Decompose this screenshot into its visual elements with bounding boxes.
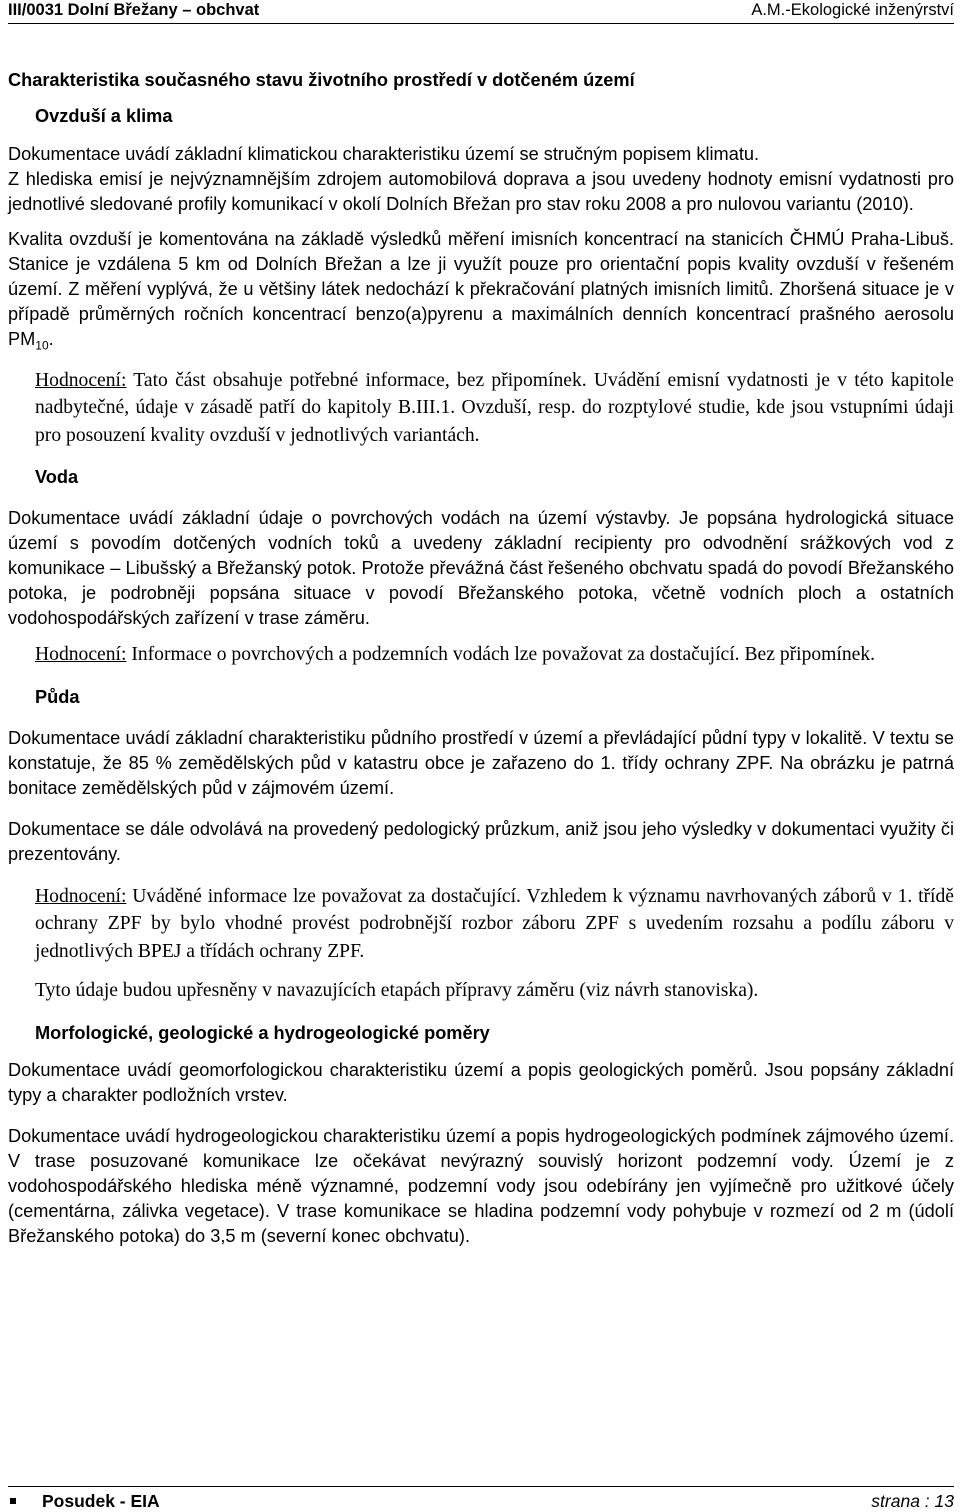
soil-paragraph-2: Dokumentace se dále odvolává na provedený pedologický průzkum, aniž jsou jeho výsledky v dokumentaci využity či prezentovány. [8, 818, 954, 864]
document-code: III/0031 Dolní Břežany – obchvat [8, 1, 260, 19]
soil-heading: Půda [35, 686, 80, 707]
evaluation-label: Hodnocení: [35, 369, 127, 391]
evaluation-label: Hodnocení: [35, 885, 127, 907]
evaluation-label: Hodnocení: [35, 644, 127, 666]
page-body [8, 58, 954, 1249]
company-name: A.M.-Ekologické inženýrství [751, 1, 954, 19]
water-evaluation: Hodnocení: Informace o povrchových a podzemních vodách lze považovat za dostačující. Bez připomínek. [35, 644, 876, 666]
header-divider [8, 23, 954, 24]
soil-paragraph-1: Dokumentace uvádí základní charakteristiku půdního prostředí v území a převládající půdní typy v lokalitě. V textu se konstatuje, že 85 % zemědělských půd v katastru obce je zařazeno do 1. třídy ochrany ZPF. Na obrázku je patrná bonitace zemědělských půd v zájmovém území. [8, 727, 954, 798]
section-title: Charakteristika současného stavu životního prostředí v dotčeném území [8, 70, 635, 90]
air-evaluation: Hodnocení: Tato část obsahuje potřebné informace, bez připomínek. Uvádění emisní vydatnosti je v této kapitole nadbytečné, údaje v zásadě patří do kapitoly B.III.1. Ovzduší, resp. do rozptylové studie, kde jsou vstupními údaji pro posouzení kvality ovzduší v jednotlivých variantách. [35, 369, 954, 446]
geo-paragraph-2: Dokumentace uvádí hydrogeologickou charakteristiku území a popis hydrogeologických podmínek zájmového území. V trase posuzované komunikace lze očekávat nevýrazný souvislý horizont podzemní vody. Území je z vodohospodářského hlediska méně významné, podzemní vody jsou odebírány jen vyjímečně pro užitkové účely (cementárna, zálivka vegetace). V trase komunikace se hladina podzemní vody pohybuje v rozmezí od 2 m (údolí Břežanského potoka) do 3,5 m (severní konec obchvatu). [8, 1125, 954, 1246]
page-header [8, 0, 954, 22]
page-number: strana : 13 [871, 1490, 954, 1511]
geo-paragraph-1: Dokumentace uvádí geomorfologickou charakteristiku území a popis geologických poměrů. Jsou popsány základní typy a charakter podložních vrstev. [8, 1059, 954, 1105]
footer-divider [8, 1486, 954, 1487]
air-paragraph-1: Dokumentace uvádí základní klimatickou charakteristiku území se stručným popisem klimatu. [8, 144, 760, 164]
water-heading: Voda [35, 467, 79, 488]
water-paragraph-1: Dokumentace uvádí základní údaje o povrchových vodách na území výstavby. Je popsána hydrologická situace území s povodím dotčených vodních toků a uvedeny základní recipienty pro odvodnění srážkových vod z komunikace – Libušský a Břežanský potok. Protože převážná část řešeného obchvatu spadá do povodí Břežanského potoka, je podrobněji popsána situace v povodí Břežanského potoka, včetně vodních ploch a ostatních vodohospodářských zařízení v trase záměru. [8, 508, 954, 629]
air-heading: Ovzduší a klima [35, 106, 173, 126]
air-paragraph-2: Z hlediska emisí je nejvýznamnějším zdrojem automobilová doprava a jsou uvedeny hodnoty emisní vydatnosti pro jednotlivé sledované profily komunikací v okolí Dolních Břežan pro stav roku 2008 a pro nulovou variantu (2010). [8, 169, 954, 214]
soil-note: Tyto údaje budou upřesněny v navazujících etapách přípravy záměru (viz návrh stanoviska). [35, 980, 759, 1002]
soil-evaluation: Hodnocení: Uváděné informace lze považovat za dostačující. Vzhledem k významu navrhovaných záborů v 1. třídě ochrany ZPF by bylo vhodné provést podrobnější rozbor záboru ZPF s uvedením rozsahu a podílu záboru v jednotlivých BPEJ a třídách ochrany ZPF. [35, 885, 954, 962]
air-paragraph-3: Kvalita ovzduší je komentována na základě výsledků měření imisních koncentrací na stanicích ČHMÚ Praha-Libuš. Stanice je vzdálena 5 km od Dolních Břežan a lze ji využít pouze pro orientační popis kvality ovzduší v řešeném území. Z měření vyplývá, že u většiny látek nedochází k překračování platných imisních limitů. Zhoršená situace je v případě průměrných ročních koncentrací benzo(a)pyrenu a maximálních denních koncentrací prašného aerosolu $PM_{10}$. [8, 229, 954, 353]
square-bullet-icon [10, 1498, 16, 1504]
footer-title: Posudek - EIA [42, 1490, 160, 1511]
page-footer [8, 1490, 954, 1512]
geo-heading: Morfologické, geologické a hydrogeologické poměry [35, 1022, 490, 1043]
